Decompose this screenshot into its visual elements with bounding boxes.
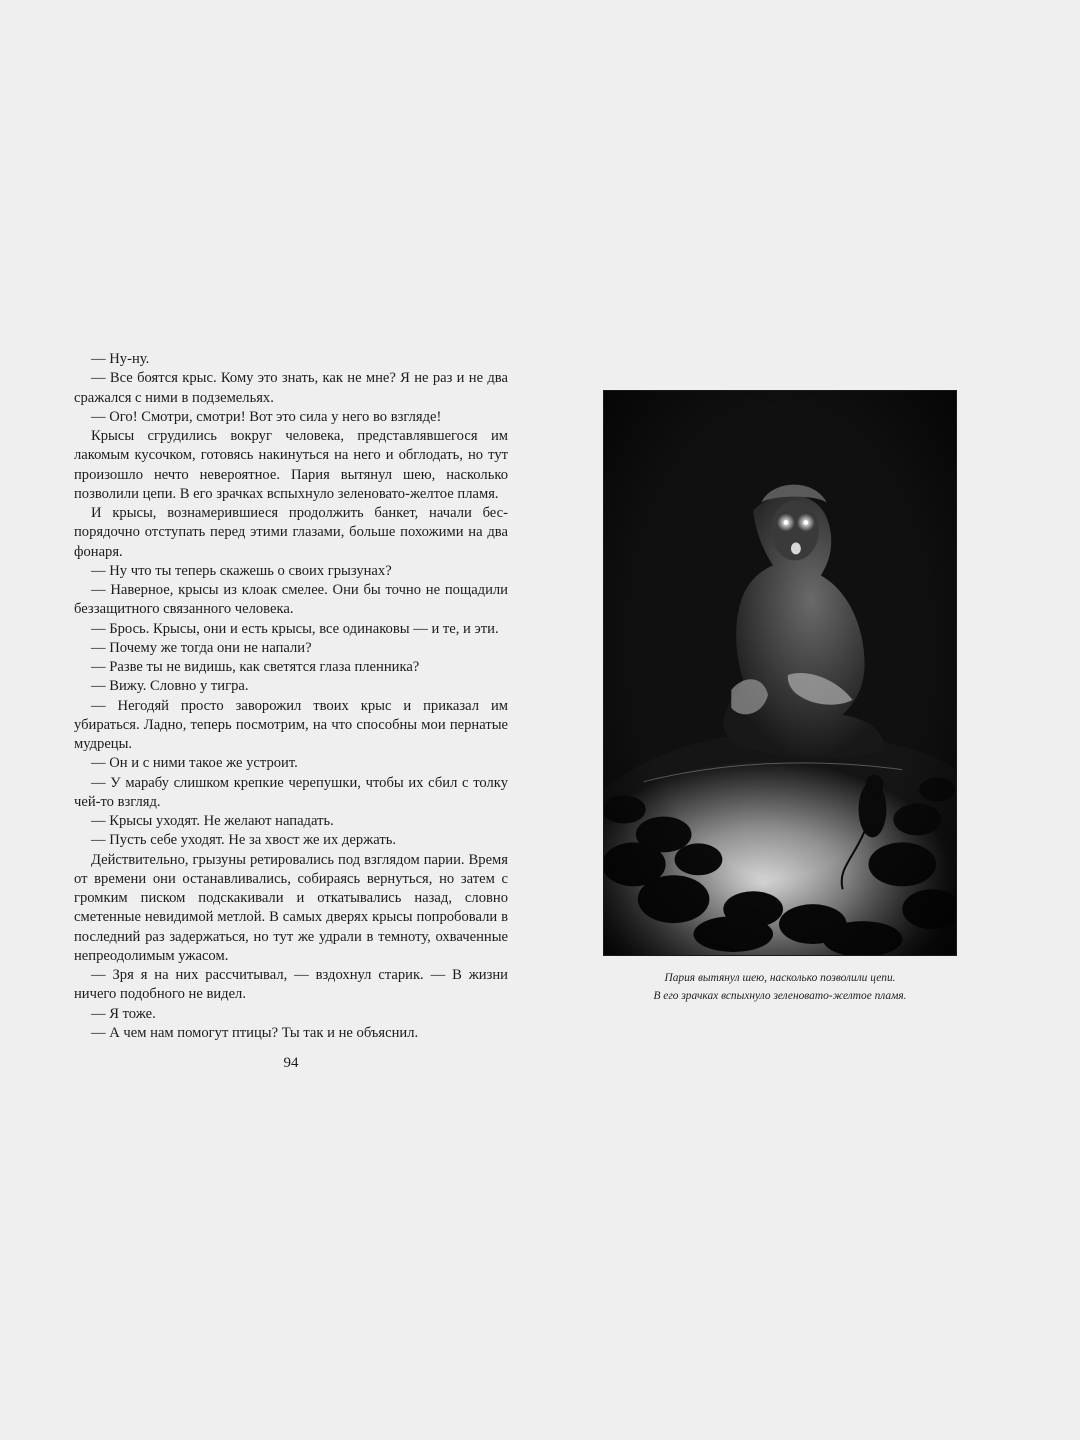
- caption-line: В его зрачках вспыхнуло зеленовато-желтое пламя.: [653, 990, 907, 1002]
- paragraph: — Разве ты не видишь, как светятся глаза пленника?: [91, 659, 420, 675]
- paragraph: — Он и с ними такое же устроит.: [91, 755, 298, 772]
- paragraph: — Ну что ты теперь скажешь о своих грызунах?: [91, 562, 392, 579]
- caption-line: Пария вытянул шею, насколько позволили цепи.: [664, 972, 896, 984]
- paragraph: Крысы сгрудились вокруг человека, представлявшегося им лакомым кусочком, готовясь накинуться на него и обглодать, но тут произошло нечто невероятное. Пария вытянул шею, насколько позволили цепи. В его зрачках вспыхнуло зеленовато-желтое пламя.: [74, 428, 508, 502]
- paragraph: — Вижу. Словно у тигра.: [91, 678, 249, 695]
- paragraph: — Пусть себе уходят. Не за хвост же их держать.: [91, 832, 396, 849]
- paragraph: — А чем нам помогут птицы? Ты так и не объяснил.: [91, 1024, 419, 1041]
- paragraph: — Зря я на них рассчитывал, — вздохнул старик. — В жизни ничего подобного не видел.: [74, 967, 508, 1003]
- illustration: [603, 390, 957, 956]
- paragraph: — Все боятся крыс. Кому это знать, как не мне? Я не раз и не два сражался с ними в подземельях.: [74, 370, 508, 406]
- illustration-drawing: [604, 391, 956, 955]
- paragraph: — Наверное, крысы из клоак смелее. Они бы точно не пощадили беззащитного связанного человека.: [74, 582, 508, 618]
- paragraph: — Ну-ну.: [91, 351, 150, 367]
- paragraph: И крысы, вознамерившиеся продолжить банкет, начали беспорядочно отступать перед этими глазами, больше похожими на два фонаря.: [74, 505, 508, 560]
- paragraph: Действительно, грызуны ретировались под взглядом парии. Время от времени они останавливались, собираясь вернуться, но затем с громким писком подскакивали и откатывались назад, словно сметенные невидимой метлой. В самых дверях крысы попробовали в последний раз задержаться, но тут же удрали в темноту, охваченные непреодолимым ужасом.: [74, 851, 508, 964]
- illustration-caption: [603, 969, 957, 1005]
- paragraph: — У марабу слишком крепкие черепушки, чтобы их сбил с толку чей-то взгляд.: [74, 774, 508, 810]
- left-page-text: [74, 350, 508, 1043]
- paragraph: — Негодяй просто заворожил твоих крыс и приказал им убираться. Ладно, теперь посмотрим, на что способны мои пернатые мудрецы.: [74, 697, 508, 752]
- paragraph: — Почему же тогда они не напали?: [91, 639, 312, 656]
- page-number: 94: [283, 1055, 299, 1071]
- paragraph: — Брось. Крысы, они и есть крысы, все одинаковы — и те, и эти.: [91, 620, 499, 637]
- paragraph: — Крысы уходят. Не желают нападать.: [91, 813, 334, 829]
- paragraph: — Ого! Смотри, смотри! Вот это сила у него во взгляде!: [91, 408, 442, 425]
- paragraph: — Я тоже.: [91, 1005, 156, 1022]
